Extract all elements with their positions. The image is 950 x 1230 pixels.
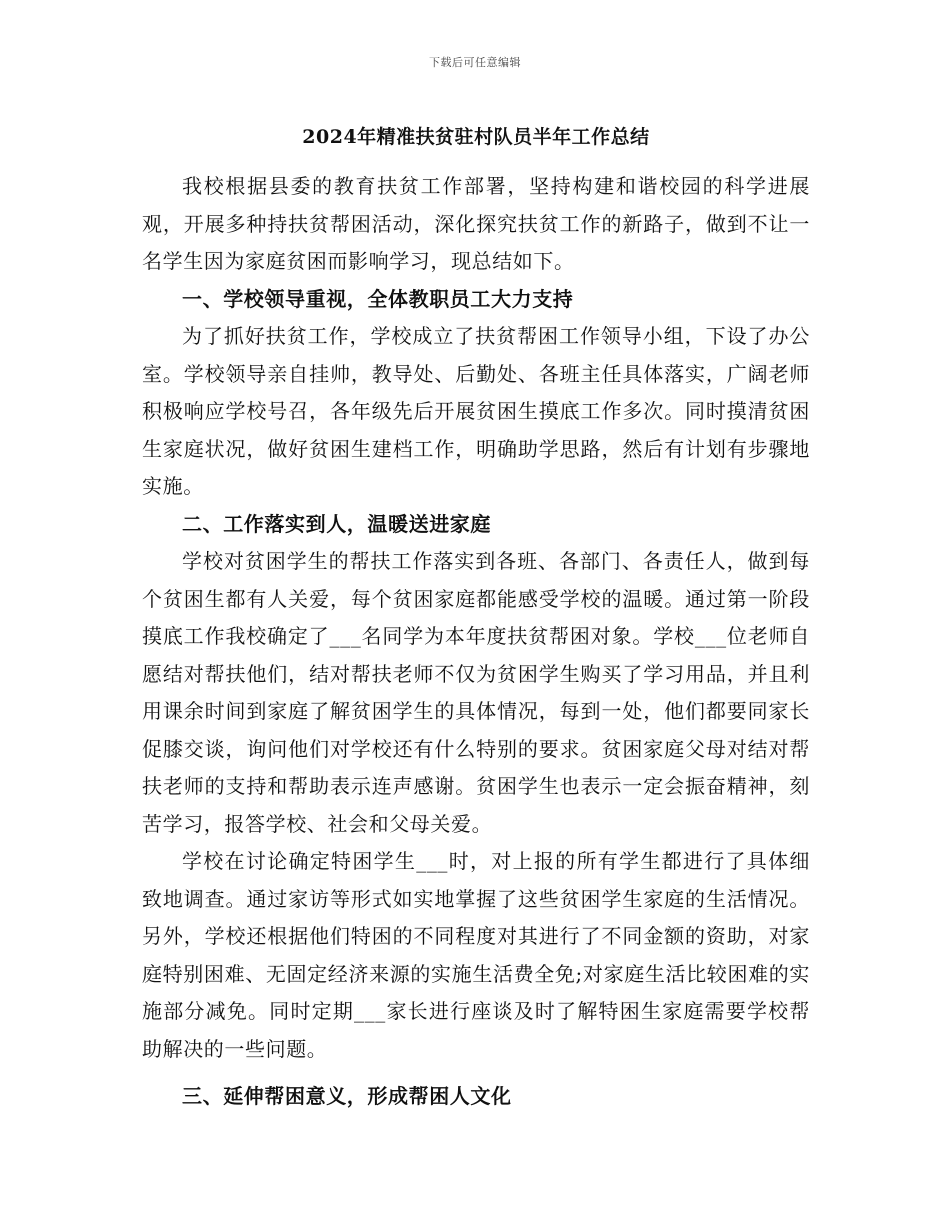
section-1-heading: 一、学校领导重视，全体教职员工大力支持 <box>182 286 574 311</box>
section-1-paragraph-1: 为了抓好扶贫工作，学校成立了扶贫帮困工作领导小组，下设了办公室。学校领导亲自挂帅，教导处、后勤处、各班主任具体落实，广阔老师积极响应学校号召，各年级先后开展贫困生摸底工作多次。同时摸清贫困生家庭状况，做好贫困生建档工作，明确助学思路，然后有计划有步骤地实施。 <box>142 324 810 498</box>
title-spacer <box>142 154 810 168</box>
section-2-paragraph-1: 学校对贫困学生的帮扶工作落实到各班、各部门、各责任人，做到每个贫困生都有人关爱，每个贫困家庭都能感受学校的温暖。通过第一阶段摸底工作我校确定了___名同学为本年度扶贫帮困对象。学校___位老师自愿结对帮扶他们，结对帮扶老师不仅为贫困学生购买了学习用品，并且利用课余时间到家庭了解贫困学生的具体情况，每到一处，他们都要同家长促膝交谈，询问他们对学校还有什么特别的要求。贫困家庭父母对结对帮扶老师的支持和帮助表示连声感谢。贫困学生也表示一定会振奋精神，刻苦学习，报答学校、社会和父母关爱。 <box>142 549 810 836</box>
header-note: 下载后可任意编辑 <box>429 56 521 69</box>
section-3-spacer <box>142 1068 810 1078</box>
document-title: 2024年精准扶贫驻村队员半年工作总结 <box>302 126 650 148</box>
section-2-heading: 二、工作落实到人，温暖送进家庭 <box>182 511 491 536</box>
section-2-paragraph-2: 学校在讨论确定特困学生___时，对上报的所有学生都进行了具体细致地调查。通过家访等形式如实地掌握了这些贫困学生家庭的生活情况。另外，学校还根据他们特困的不同程度对其进行了不同金额的资助，对家庭特别困难、无固定经济来源的实施生活费全免;对家庭生活比较困难的实施部分减免。同时定期___家长进行座谈及时了解特困生家庭需要学校帮助解决的一些问题。 <box>142 849 810 1061</box>
document-body <box>142 120 810 1116</box>
section-3-heading: 三、延伸帮困意义，形成帮困人文化 <box>182 1084 512 1108</box>
intro-paragraph: 我校根据县委的教育扶贫工作部署，坚持构建和谐校园的科学进展观，开展多种持扶贫帮困活动，深化探究扶贫工作的新路子，做到不让一名学生因为家庭贫困而影响学习，现总结如下。 <box>142 174 810 273</box>
